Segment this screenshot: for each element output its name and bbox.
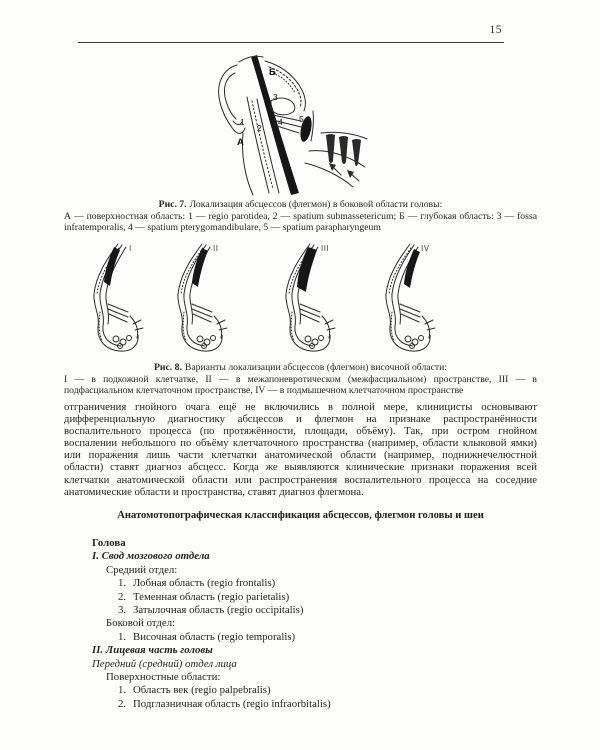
classification-item <box>118 604 538 617</box>
classification-item <box>106 671 538 684</box>
figure7-label-3: 3 <box>273 92 278 102</box>
figure7-label-2: 2 <box>257 123 262 133</box>
figure8-variant-II <box>162 242 254 358</box>
figure7-label-1: 1 <box>240 117 245 127</box>
variant-numeral-IV: IV <box>421 244 430 253</box>
figure7-label-A: А <box>237 137 244 148</box>
classification-item <box>106 617 538 630</box>
figure8-caption <box>64 362 537 396</box>
item-text: Подглазничная область (regio infraorbitalis) <box>133 697 331 710</box>
item-text: II. Лицевая часть головы <box>92 644 213 657</box>
classification-item <box>92 537 538 550</box>
classification-item <box>118 698 538 711</box>
classification-item <box>118 591 538 604</box>
temporal-section-drawing-III <box>270 242 362 358</box>
figure8-caption-title <box>64 362 537 373</box>
item-text: Голова <box>92 537 126 549</box>
item-number: 2. <box>118 697 127 710</box>
item-text: Теменная область (regio parietalis) <box>133 590 290 603</box>
figure8-variant-IV <box>370 242 462 358</box>
item-text: Средний отдел: <box>106 563 178 576</box>
figure-8 <box>76 242 538 359</box>
item-text: Затылочная область (regio occipitalis) <box>133 604 304 617</box>
figure8-caption-text: Варианты локализации абсцессов (флегмон) височной области: <box>184 362 448 373</box>
classification-item <box>118 577 538 590</box>
temporal-section-drawing-I <box>78 242 170 358</box>
section-heading: Анатомотопографическая классификация абсцессов, флегмон головы и шеи <box>117 510 484 521</box>
temporal-section-drawing-IV <box>370 242 462 358</box>
classification-item <box>106 564 538 577</box>
item-number: 3. <box>118 604 127 617</box>
item-number: 1. <box>118 630 127 643</box>
item-text: Область век (regio palpebralis) <box>133 684 271 697</box>
item-text: Лобная область (regio frontalis) <box>133 577 276 590</box>
figure7-caption-number: Рис. 7. <box>158 199 187 210</box>
figure7-caption-title <box>64 199 537 210</box>
temporal-section-drawing-II <box>162 242 254 358</box>
item-text: Передний (средний) отдел лица <box>92 657 237 670</box>
page-number: 15 <box>489 24 502 36</box>
item-text: Височная область (regio temporalis) <box>133 630 296 643</box>
figure8-caption-number: Рис. 8. <box>153 362 182 373</box>
classification-item <box>118 631 538 644</box>
figure7-caption <box>64 199 537 233</box>
classification-item <box>92 658 538 671</box>
figure7-caption-text: Локализация абсцессов (флегмон) в боковой области головы: <box>189 199 443 210</box>
item-number: 1. <box>118 684 127 697</box>
figure7-caption-legend: А — поверхностная область: 1 — regio parotidea, 2 — spatium submassetericum; Б — глубокая область: 3 — fossa infratemporalis, 4 — spatium pterygomandibulare, 5 — spatium parapharyngeum <box>64 210 537 233</box>
header-rule <box>78 42 504 43</box>
figure7-label-4: 4 <box>278 117 283 127</box>
figure8-variant-III <box>270 242 362 358</box>
item-text: Боковой отдел: <box>106 617 176 630</box>
classification-item <box>92 550 538 563</box>
classification-item <box>118 684 538 697</box>
body-paragraph: отграничения гнойного очага ещё не включились в полной мере, клиницисты основывают дифференциальную диагностику абсцессов и флегмон на признаке распространённости воспалительного процесса (по протяжённости, площади, объёму). Так, при остром гнойном воспалении небольшого по объёму клетчаточного пространства (например, области клыковой ямки) или поражения лишь части клетчатки анатомической области (например, поднижнечелюстной области) ставят диагноз абсцесс. Когда же выявляются клинические признаки поражения всей клетчатки анатомической области или распространения воспалительного процесса на соседние анатомические области и пространства, ставят диагноз флегмона. <box>64 401 537 498</box>
item-text: Поверхностные области: <box>106 671 221 684</box>
variant-numeral-I: I <box>129 244 132 253</box>
figure7-label-B: Б <box>269 67 276 78</box>
item-text: I. Свод мозгового отдела <box>92 550 210 563</box>
item-number: 1. <box>118 577 127 590</box>
item-number: 2. <box>118 590 127 603</box>
figure8-caption-legend: I — в подкожной клетчатке, II — в межапоневротическом (межфасциальном) пространстве, III — в подфасциальном клетчаточном пространстве, IV — в подмышечном клетчаточном пространстве <box>64 373 537 396</box>
classification-list <box>92 537 538 711</box>
figure-7 <box>213 55 405 197</box>
variant-numeral-II: II <box>213 244 219 253</box>
figure8-variant-I <box>78 242 170 358</box>
figure7-label-5: 5 <box>299 114 304 124</box>
variant-numeral-III: III <box>321 244 330 253</box>
classification-item <box>92 644 538 657</box>
